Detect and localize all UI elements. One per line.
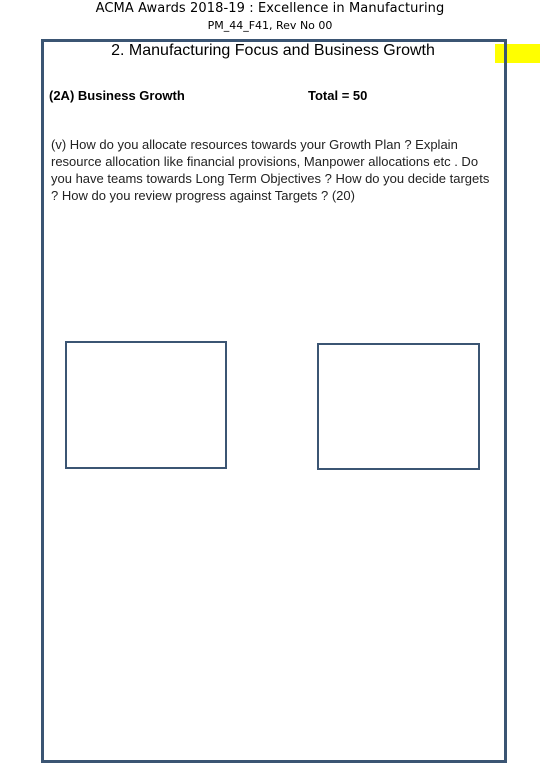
- empty-box-right: [317, 343, 480, 470]
- header-subtitle: PM_44_F41, Rev No 00: [207, 19, 333, 32]
- subsection-label: (2A) Business Growth: [49, 88, 185, 103]
- empty-box-left: [65, 341, 227, 469]
- total-score: Total = 50: [308, 88, 368, 103]
- question-text: (v) How do you allocate resources towards your Growth Plan ? Explain resource allocation like financial provisions, Manpower allocations etc . Do you have teams towards Long Term Objectives ? How do you decide targets ? How do you review progress against Targets ? (20): [51, 137, 490, 203]
- header-title: ACMA Awards 2018-19 : Excellence in Manufacturing: [95, 1, 445, 16]
- section-title: 2. Manufacturing Focus and Business Growth: [111, 42, 435, 59]
